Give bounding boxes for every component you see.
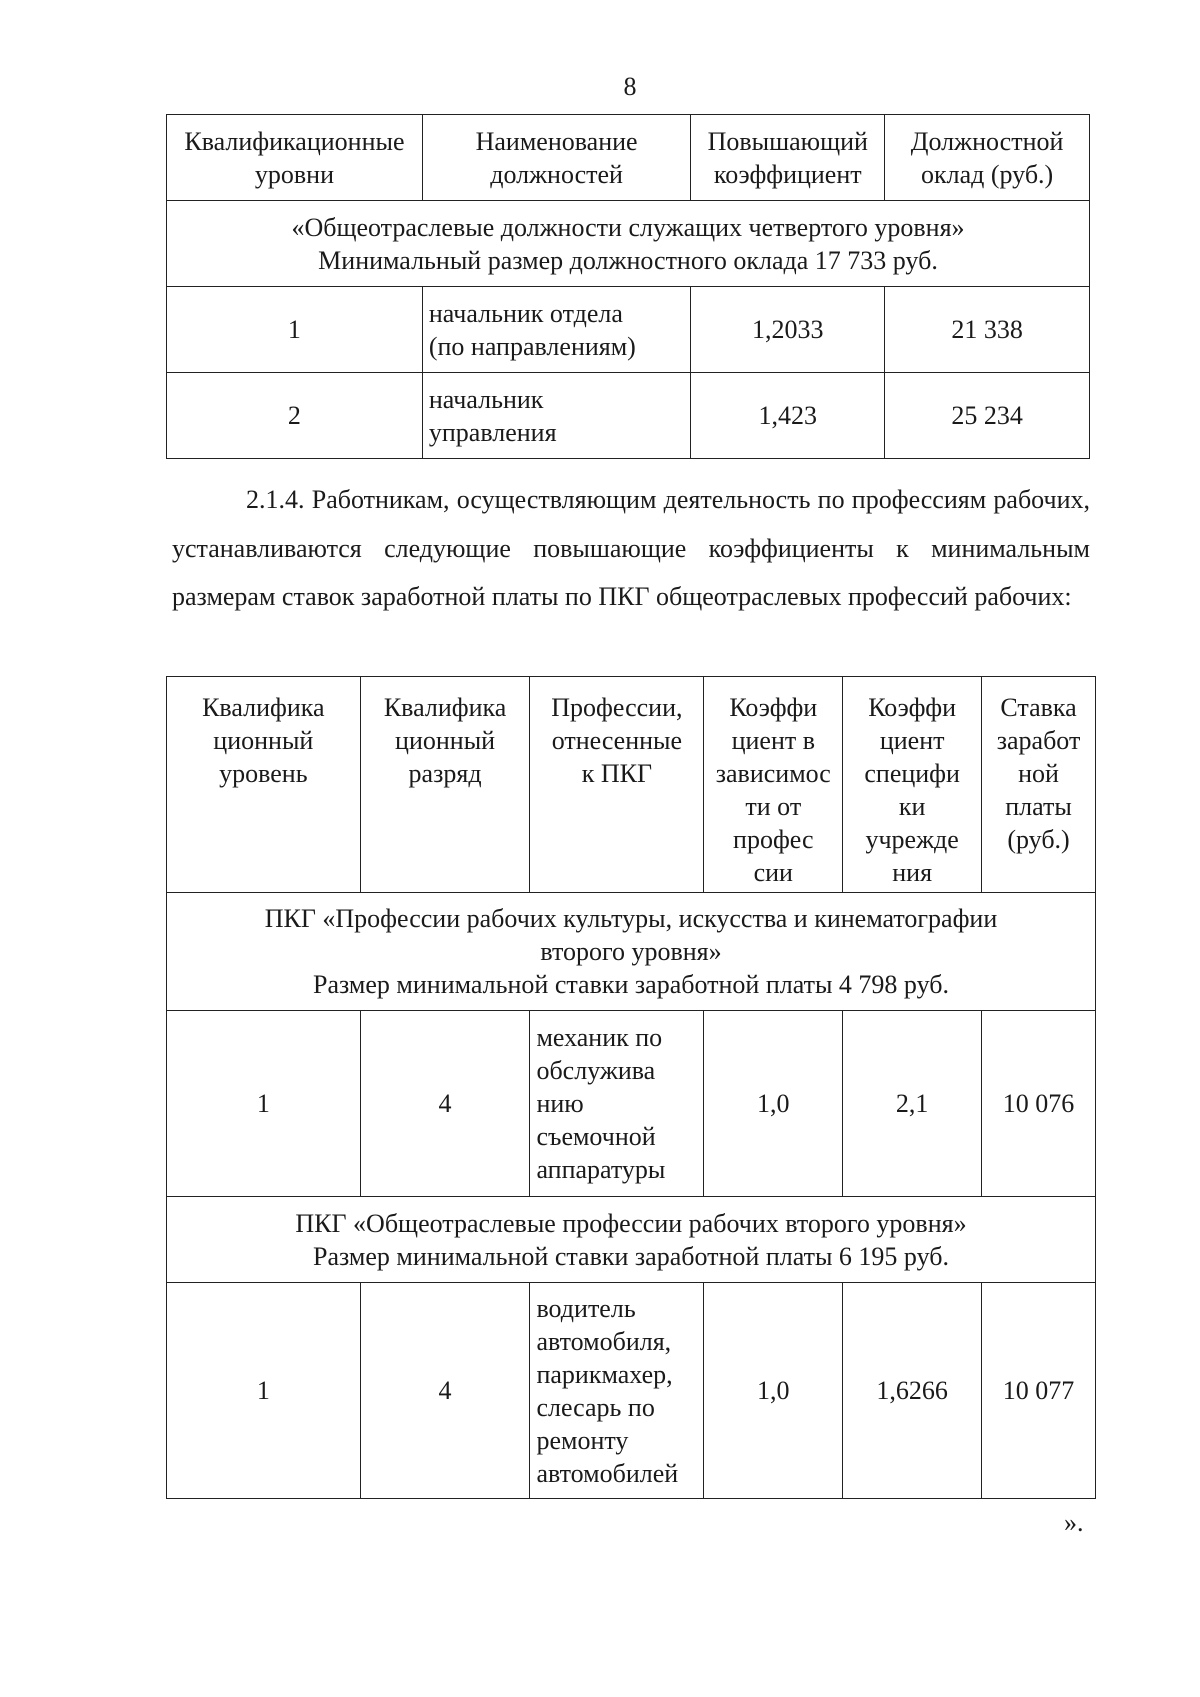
header-professions: Профессии, отнесенные к ПКГ: [530, 677, 704, 893]
cell-institution-coefficient: 1,6266: [843, 1283, 982, 1499]
header-profession-coefficient: Коэффи циент в зависимос ти от профес сии: [704, 677, 843, 893]
group-row: [167, 893, 1096, 1011]
cell-wage-rate: 10 077: [982, 1283, 1096, 1499]
header-qualification-level: Квалифика ционный уровень: [167, 677, 361, 893]
group-row: [167, 201, 1090, 287]
cell-level: 1: [167, 1011, 361, 1197]
cell-level: 1: [167, 1283, 361, 1499]
header-increase-coefficient: Повышающий коэффициент: [691, 115, 885, 201]
group-title: ПКГ «Общеотраслевые профессии рабочих второго уровня» Размер минимальной ставки заработной платы 6 195 руб.: [167, 1197, 1096, 1283]
header-position-names: Наименование должностей: [422, 115, 690, 201]
cell-institution-coefficient: 2,1: [843, 1011, 982, 1197]
group-title: ПКГ «Профессии рабочих культуры, искусства и кинематографии второго уровня» Размер минимальной ставки заработной платы 4 798 руб.: [167, 893, 1096, 1011]
header-qualification-levels: Квалификационные уровни: [167, 115, 423, 201]
table-row: [167, 1011, 1096, 1197]
cell-coefficient: 1,423: [691, 373, 885, 459]
cell-profession: механик по обслужива нию съемочной аппаратуры: [530, 1011, 704, 1197]
header-qualification-grade: Квалифика ционный разряд: [360, 677, 530, 893]
group-row: [167, 1197, 1096, 1283]
cell-position: начальник управления: [422, 373, 690, 459]
cell-profession: водитель автомобиля, парикмахер, слесарь по ремонту автомобилей: [530, 1283, 704, 1499]
cell-profession-coefficient: 1,0: [704, 1283, 843, 1499]
table-header-row: [167, 115, 1090, 201]
cell-salary: 21 338: [885, 287, 1090, 373]
salary-table-employees: [166, 114, 1090, 459]
table-header-row: [167, 677, 1096, 893]
header-salary: Должностной оклад (руб.): [885, 115, 1090, 201]
header-wage-rate: Ставка заработ ной платы (руб.): [982, 677, 1096, 893]
cell-position: начальник отдела (по направлениям): [422, 287, 690, 373]
group-title: «Общеотраслевые должности служащих четвертого уровня» Минимальный размер должностного оклада 17 733 руб.: [167, 201, 1090, 287]
table-row: [167, 1283, 1096, 1499]
closing-quote: ».: [1064, 1508, 1084, 1537]
paragraph-2-1-4: 2.1.4. Работникам, осуществляющим деятельность по профессиям рабочих, устанавливаются следующие повышающие коэффициенты к минимальным размерам ставок заработной платы по ПКГ общеотраслевых профессий рабочих:: [172, 485, 1090, 611]
page-number: 8: [623, 72, 637, 101]
cell-grade: 4: [360, 1011, 530, 1197]
table-row: [167, 287, 1090, 373]
header-institution-coefficient: Коэффи циент специфи ки учрежде ния: [843, 677, 982, 893]
cell-level: 2: [167, 373, 423, 459]
cell-grade: 4: [360, 1283, 530, 1499]
cell-salary: 25 234: [885, 373, 1090, 459]
cell-profession-coefficient: 1,0: [704, 1011, 843, 1197]
salary-table-workers: [166, 676, 1096, 1499]
cell-level: 1: [167, 287, 423, 373]
cell-wage-rate: 10 076: [982, 1011, 1096, 1197]
cell-coefficient: 1,2033: [691, 287, 885, 373]
table-row: [167, 373, 1090, 459]
